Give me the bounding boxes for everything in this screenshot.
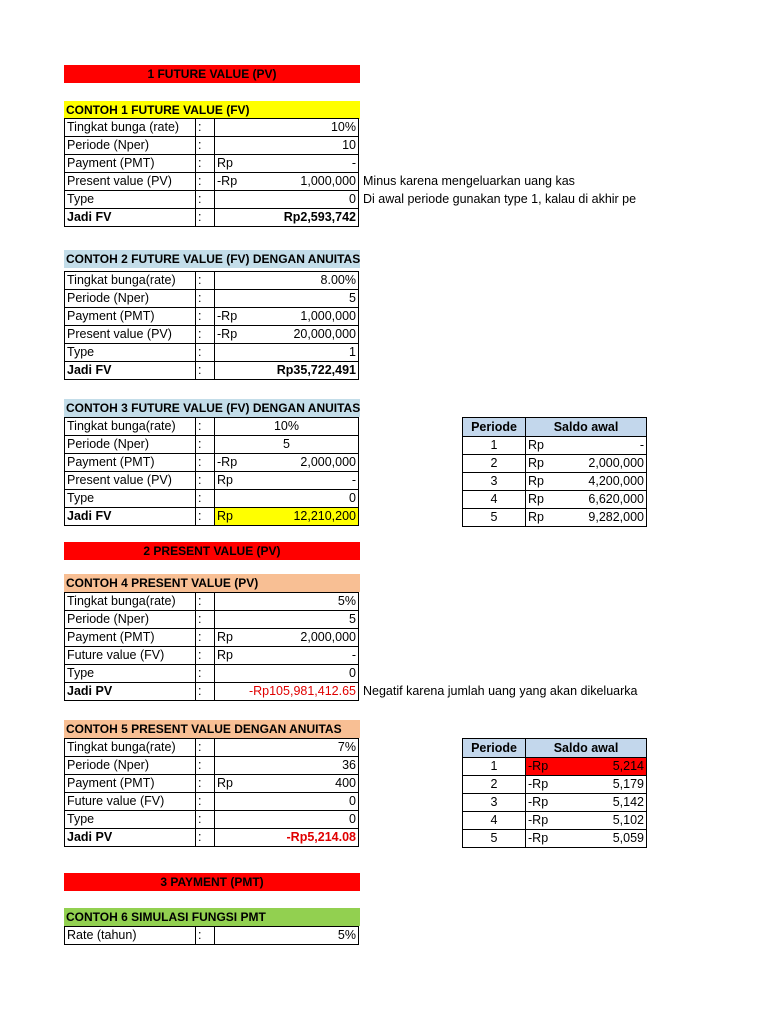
currency-prefix: -Rp <box>217 309 238 323</box>
ex1-result-label[interactable]: Jadi FV <box>65 209 196 227</box>
amount: - <box>351 156 356 170</box>
amount: - <box>351 648 356 662</box>
saldo-awal-header[interactable]: Saldo awal <box>526 739 647 758</box>
ex1-pv-label[interactable]: Present value (PV) <box>65 173 196 191</box>
currency-prefix: Rp <box>217 473 233 487</box>
ex2-title: CONTOH 2 FUTURE VALUE (FV) DENGAN ANUITAS <box>66 252 360 266</box>
saldo-cell[interactable]: 4,200,000 <box>574 473 647 491</box>
saldo-cell[interactable]: 5,214 <box>574 758 647 776</box>
table-row <box>65 362 359 380</box>
currency-prefix: -Rp <box>217 327 238 341</box>
ex1-pv-note: Minus karena mengeluarkan uang kas <box>363 174 575 188</box>
table-row <box>463 830 647 848</box>
ex5-result-label[interactable]: Jadi PV <box>65 829 196 847</box>
ex5-saldo-table <box>462 738 647 848</box>
colon-cell[interactable]: : <box>196 155 215 173</box>
colon-cell[interactable]: : <box>196 436 215 454</box>
table-row <box>65 155 359 173</box>
table-row <box>65 272 359 290</box>
colon-cell[interactable]: : <box>196 137 215 155</box>
ex3-rate-label[interactable]: Tingkat bunga(rate) <box>65 418 196 436</box>
ex3-nper-label[interactable]: Periode (Nper) <box>65 436 196 454</box>
ex3-title: CONTOH 3 FUTURE VALUE (FV) DENGAN ANUITAS <box>66 401 360 415</box>
saldo-awal-header[interactable]: Saldo awal <box>526 418 647 437</box>
ex3-table <box>64 417 359 526</box>
table-row <box>463 776 647 794</box>
ex1-nper-value[interactable]: 10 <box>215 137 359 155</box>
ex5-result-value[interactable]: -Rp5,214.08 <box>215 829 359 847</box>
periode-cell[interactable]: 3 <box>463 473 526 491</box>
table-row <box>65 490 359 508</box>
ex5-table <box>64 738 359 847</box>
amount: 20,000,000 <box>293 327 356 341</box>
amount: 1,000,000 <box>300 174 356 188</box>
saldo-cell[interactable]: 5,059 <box>574 830 647 848</box>
colon-cell[interactable]: : <box>196 739 215 757</box>
amount: 2,000,000 <box>300 455 356 469</box>
table-row <box>65 137 359 155</box>
colon-cell[interactable]: : <box>196 829 215 847</box>
ex4-pmt-value[interactable] <box>215 629 359 647</box>
table-row <box>463 455 647 473</box>
table-row <box>463 473 647 491</box>
currency-cell[interactable]: -Rp <box>526 758 575 776</box>
section-title-present-value: 2 PRESENT VALUE (PV) <box>64 542 360 560</box>
ex4-nper-value[interactable]: 5 <box>215 611 359 629</box>
amount: 2,000,000 <box>300 630 356 644</box>
colon-cell[interactable]: : <box>196 490 215 508</box>
colon-cell[interactable]: : <box>196 362 215 380</box>
table-row <box>65 629 359 647</box>
ex3-pv-label[interactable]: Present value (PV) <box>65 472 196 490</box>
saldo-cell[interactable]: - <box>574 437 647 455</box>
ex1-type-value[interactable]: 0 <box>215 191 359 209</box>
ex3-result-value[interactable] <box>215 508 359 526</box>
ex3-type-value[interactable]: 0 <box>215 490 359 508</box>
table-row <box>65 647 359 665</box>
colon-cell[interactable]: : <box>196 811 215 829</box>
ex1-rate-value[interactable]: 10% <box>215 119 359 137</box>
currency-prefix: -Rp <box>217 174 238 188</box>
ex5-fv-value[interactable]: 0 <box>215 793 359 811</box>
saldo-cell[interactable]: 5,142 <box>574 794 647 812</box>
currency-cell[interactable]: Rp <box>526 473 575 491</box>
table-row <box>65 173 359 191</box>
colon-cell[interactable]: : <box>196 272 215 290</box>
saldo-cell[interactable]: 5,102 <box>574 812 647 830</box>
table-row <box>65 308 359 326</box>
ex4-rate-value[interactable]: 5% <box>215 593 359 611</box>
table-row <box>65 418 359 436</box>
periode-cell[interactable]: 3 <box>463 794 526 812</box>
table-row <box>463 794 647 812</box>
ex5-pmt-value[interactable] <box>215 775 359 793</box>
ex5-title: CONTOH 5 PRESENT VALUE DENGAN ANUITAS <box>64 720 360 738</box>
table-row <box>463 491 647 509</box>
ex5-rate-value[interactable]: 7% <box>215 739 359 757</box>
saldo-cell[interactable]: 6,620,000 <box>574 491 647 509</box>
ex1-rate-label[interactable]: Tingkat bunga (rate) <box>65 119 196 137</box>
ex3-pmt-label[interactable]: Payment (PMT) <box>65 454 196 472</box>
ex1-pmt-label[interactable]: Payment (PMT) <box>65 155 196 173</box>
currency-prefix: -Rp <box>217 455 238 469</box>
periode-header[interactable]: Periode <box>463 739 526 758</box>
colon-cell[interactable]: : <box>196 173 215 191</box>
ex1-result-value[interactable]: Rp2,593,742 <box>215 209 359 227</box>
section-title-future-value: 1 FUTURE VALUE (PV) <box>64 65 360 83</box>
ex1-pv-value[interactable] <box>215 173 359 191</box>
ex3-result-label[interactable]: Jadi FV <box>65 508 196 526</box>
colon-cell[interactable]: : <box>196 344 215 362</box>
ex2-pv-value[interactable] <box>215 326 359 344</box>
colon-cell[interactable]: : <box>196 308 215 326</box>
currency-cell[interactable]: Rp <box>526 455 575 473</box>
currency-cell[interactable]: -Rp <box>526 776 575 794</box>
periode-cell[interactable]: 1 <box>463 758 526 776</box>
colon-cell[interactable]: : <box>196 629 215 647</box>
ex2-pmt-label[interactable]: Payment (PMT) <box>65 308 196 326</box>
ex5-type-label[interactable]: Type <box>65 811 196 829</box>
ex6-table <box>64 926 359 945</box>
table-row <box>65 757 359 775</box>
saldo-cell[interactable]: 5,179 <box>574 776 647 794</box>
colon-cell[interactable]: : <box>196 472 215 490</box>
colon-cell[interactable]: : <box>196 191 215 209</box>
ex5-pmt-label[interactable]: Payment (PMT) <box>65 775 196 793</box>
ex3-type-label[interactable]: Type <box>65 490 196 508</box>
periode-cell[interactable]: 2 <box>463 455 526 473</box>
colon-cell[interactable]: : <box>196 611 215 629</box>
ex5-fv-label[interactable]: Future value (FV) <box>65 793 196 811</box>
currency-cell[interactable]: Rp <box>526 437 575 455</box>
ex2-rate-value[interactable]: 8.00% <box>215 272 359 290</box>
colon-cell[interactable]: : <box>196 209 215 227</box>
colon-cell[interactable]: : <box>196 683 215 701</box>
ex2-result-label[interactable]: Jadi FV <box>65 362 196 380</box>
colon-cell[interactable]: : <box>196 290 215 308</box>
currency-prefix: Rp <box>217 509 233 523</box>
ex4-fv-label[interactable]: Future value (FV) <box>65 647 196 665</box>
ex6-title: CONTOH 6 SIMULASI FUNGSI PMT <box>64 908 360 926</box>
ex4-pmt-label[interactable]: Payment (PMT) <box>65 629 196 647</box>
ex2-pmt-value[interactable] <box>215 308 359 326</box>
colon-cell[interactable]: : <box>196 593 215 611</box>
ex4-nper-label[interactable]: Periode (Nper) <box>65 611 196 629</box>
ex2-table <box>64 271 359 380</box>
ex4-title: CONTOH 4 PRESENT VALUE (PV) <box>64 574 360 592</box>
colon-cell[interactable]: : <box>196 665 215 683</box>
ex5-type-value[interactable]: 0 <box>215 811 359 829</box>
table-row <box>65 508 359 526</box>
table-row <box>65 611 359 629</box>
currency-cell[interactable]: -Rp <box>526 812 575 830</box>
table-row <box>463 509 647 527</box>
table-row <box>65 683 359 701</box>
ex2-result-value[interactable]: Rp35,722,491 <box>215 362 359 380</box>
ex4-result-label[interactable]: Jadi PV <box>65 683 196 701</box>
table-row <box>65 793 359 811</box>
ex1-table <box>64 118 359 227</box>
periode-cell[interactable]: 4 <box>463 491 526 509</box>
ex4-type-label[interactable]: Type <box>65 665 196 683</box>
ex2-type-value[interactable]: 1 <box>215 344 359 362</box>
ex3-rate-value[interactable]: 10% <box>215 418 359 436</box>
ex4-table <box>64 592 359 701</box>
ex1-nper-label[interactable]: Periode (Nper) <box>65 137 196 155</box>
table-row <box>65 344 359 362</box>
ex6-rate-value[interactable]: 5% <box>215 927 359 945</box>
table-row <box>65 326 359 344</box>
currency-prefix: Rp <box>217 630 233 644</box>
currency-prefix: Rp <box>217 156 233 170</box>
ex1-type-note: Di awal periode gunakan type 1, kalau di akhir pe <box>363 192 637 206</box>
ex3-pv-value[interactable] <box>215 472 359 490</box>
table-row <box>65 829 359 847</box>
colon-cell[interactable]: : <box>196 647 215 665</box>
amount: 400 <box>335 776 356 790</box>
table-row <box>65 472 359 490</box>
ex1-title: CONTOH 1 FUTURE VALUE (FV) <box>64 101 360 119</box>
colon-cell[interactable]: : <box>196 326 215 344</box>
ex3-pmt-value[interactable] <box>215 454 359 472</box>
table-header-row <box>463 418 647 437</box>
periode-cell[interactable]: 4 <box>463 812 526 830</box>
ex2-nper-value[interactable]: 5 <box>215 290 359 308</box>
section-title-payment: 3 PAYMENT (PMT) <box>64 873 360 891</box>
table-row <box>65 454 359 472</box>
periode-header[interactable]: Periode <box>463 418 526 437</box>
table-row <box>65 665 359 683</box>
amount: 1,000,000 <box>300 309 356 323</box>
amount: 12,210,200 <box>293 509 356 523</box>
ex2-rate-label[interactable]: Tingkat bunga(rate) <box>65 272 196 290</box>
currency-prefix: Rp <box>217 648 233 662</box>
currency-cell[interactable]: Rp <box>526 491 575 509</box>
ex2-type-label[interactable]: Type <box>65 344 196 362</box>
periode-cell[interactable]: 5 <box>463 509 526 527</box>
colon-cell[interactable]: : <box>196 793 215 811</box>
ex4-fv-value[interactable] <box>215 647 359 665</box>
ex5-rate-label[interactable]: Tingkat bunga(rate) <box>65 739 196 757</box>
table-row <box>65 191 359 209</box>
saldo-cell[interactable]: 2,000,000 <box>574 455 647 473</box>
table-row <box>463 758 647 776</box>
table-row <box>65 209 359 227</box>
colon-cell[interactable]: : <box>196 927 215 945</box>
saldo-cell[interactable]: 9,282,000 <box>574 509 647 527</box>
currency-cell[interactable]: Rp <box>526 509 575 527</box>
periode-cell[interactable]: 2 <box>463 776 526 794</box>
table-row <box>65 290 359 308</box>
ex1-type-label[interactable]: Type <box>65 191 196 209</box>
table-row <box>65 927 359 945</box>
ex5-nper-label[interactable]: Periode (Nper) <box>65 757 196 775</box>
table-row <box>65 593 359 611</box>
colon-cell[interactable]: : <box>196 508 215 526</box>
ex4-rate-label[interactable]: Tingkat bunga(rate) <box>65 593 196 611</box>
ex6-rate-label[interactable]: Rate (tahun) <box>65 927 196 945</box>
table-row <box>65 119 359 137</box>
ex2-pv-label[interactable]: Present value (PV) <box>65 326 196 344</box>
ex4-type-value[interactable]: 0 <box>215 665 359 683</box>
ex3-nper-value[interactable]: 5 <box>215 436 359 454</box>
periode-cell[interactable]: 5 <box>463 830 526 848</box>
currency-cell[interactable]: -Rp <box>526 794 575 812</box>
ex2-nper-label[interactable]: Periode (Nper) <box>65 290 196 308</box>
ex5-nper-value[interactable]: 36 <box>215 757 359 775</box>
ex4-note: Negatif karena jumlah uang yang akan dikeluarka <box>363 684 638 698</box>
colon-cell[interactable]: : <box>196 119 215 137</box>
periode-cell[interactable]: 1 <box>463 437 526 455</box>
currency-prefix: Rp <box>217 776 233 790</box>
table-row <box>65 436 359 454</box>
table-row <box>65 811 359 829</box>
amount: - <box>351 473 356 487</box>
colon-cell[interactable]: : <box>196 418 215 436</box>
table-row <box>65 739 359 757</box>
colon-cell[interactable]: : <box>196 454 215 472</box>
ex1-pmt-value[interactable] <box>215 155 359 173</box>
table-row <box>463 812 647 830</box>
currency-cell[interactable]: -Rp <box>526 830 575 848</box>
colon-cell[interactable]: : <box>196 757 215 775</box>
table-row <box>463 437 647 455</box>
table-row <box>65 775 359 793</box>
ex3-saldo-table <box>462 417 647 527</box>
table-header-row <box>463 739 647 758</box>
ex4-result-value[interactable]: -Rp105,981,412.65 <box>215 683 359 701</box>
colon-cell[interactable]: : <box>196 775 215 793</box>
